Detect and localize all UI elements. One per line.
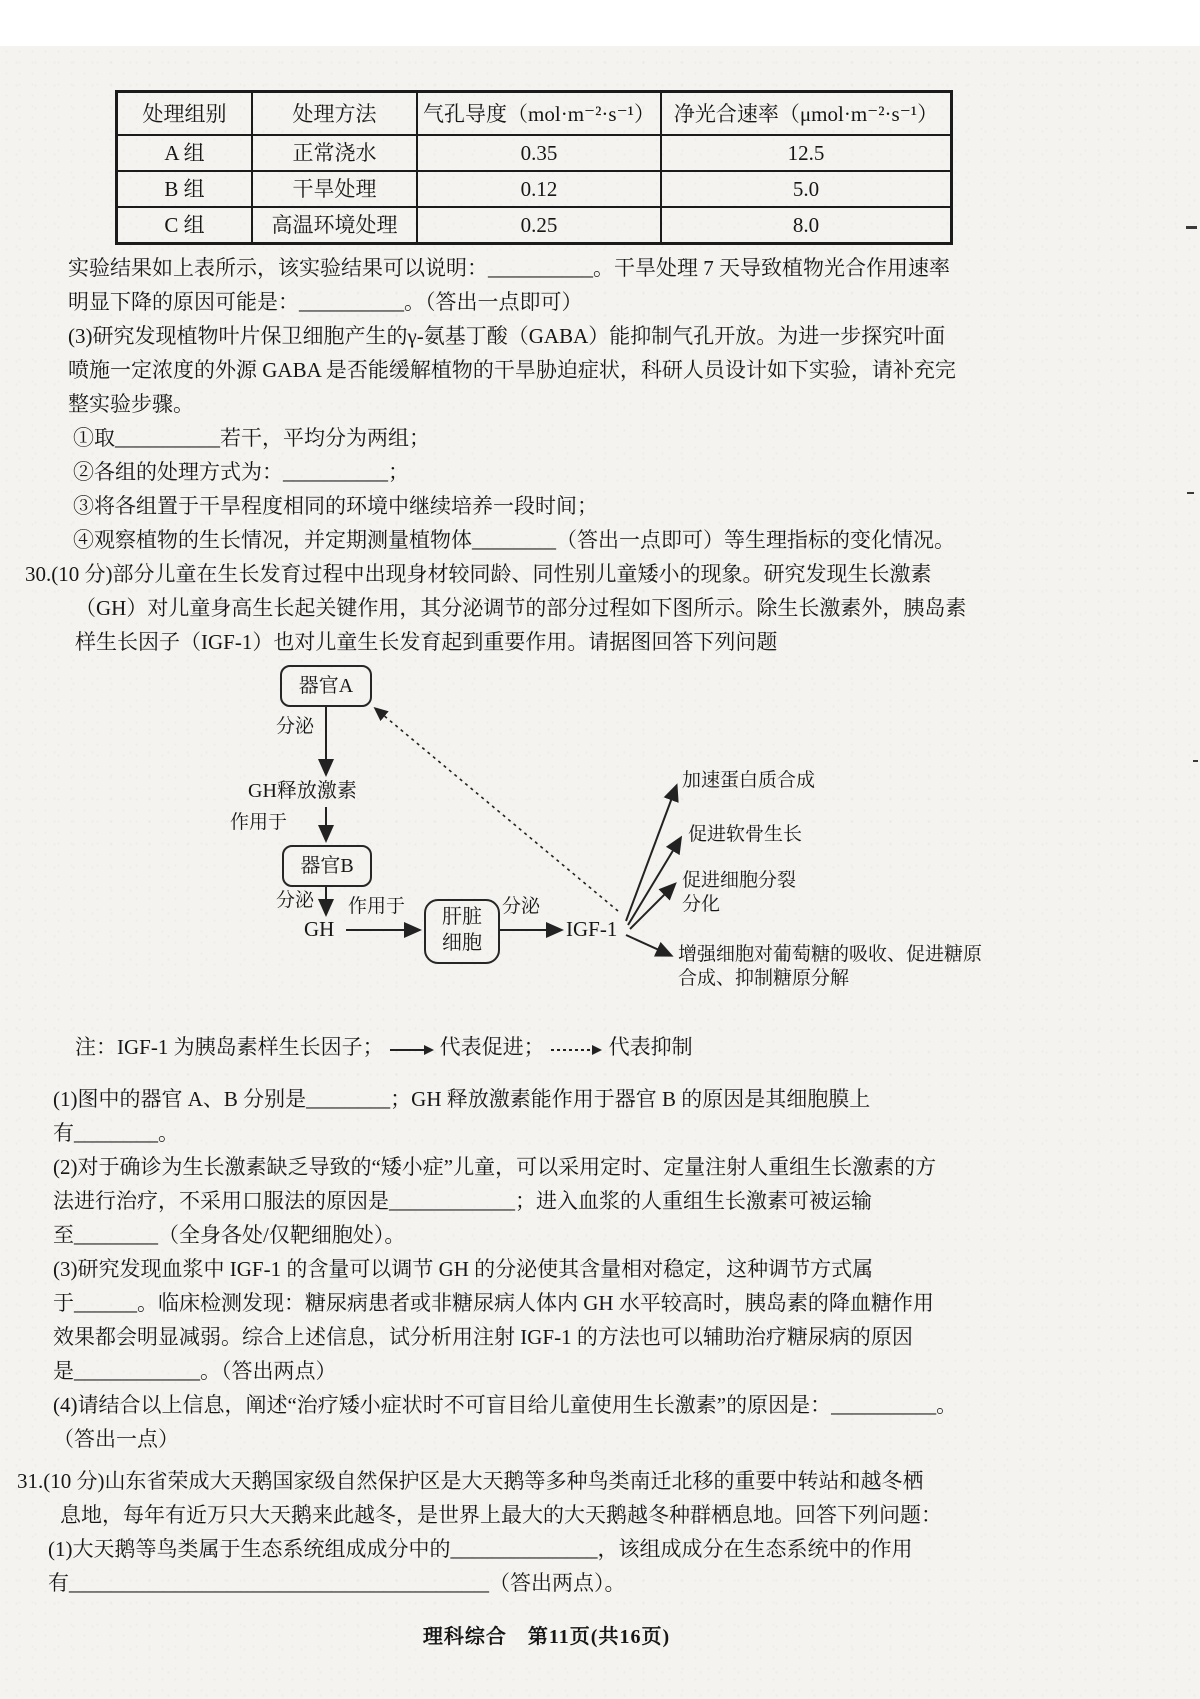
effect-cartilage-growth: 促进软骨生长 xyxy=(688,824,803,845)
question-text-line: 明显下降的原因可能是：__________。（答出一点即可） xyxy=(68,290,583,314)
question-text-line: 实验结果如上表所示，该实验结果可以说明：__________。干旱处理 7 天导致植物光合作用速率 xyxy=(68,256,950,280)
table-header-group: 处理组别 xyxy=(117,92,253,136)
question-text-line: 样生长因子（IGF-1）也对儿童生长发育起到重要作用。请据图回答下列问题 xyxy=(75,630,778,654)
table-cell: C 组 xyxy=(117,207,253,244)
question-text-line: (1)大天鹅等鸟类属于生态系统组成成分中的______________，该组成成分在生态系统中的作用 xyxy=(48,1537,913,1562)
table-cell: 5.0 xyxy=(661,171,952,207)
question-text-line: 至________（全身各处/仅靶细胞处）。 xyxy=(53,1223,406,1248)
secrete-label: 分泌 xyxy=(502,896,541,917)
table-header-row xyxy=(117,92,952,136)
question-30-block xyxy=(25,557,1144,659)
effect-protein-synthesis: 加速蛋白质合成 xyxy=(682,770,816,791)
liver-cell-box xyxy=(424,899,500,964)
effect-line: 增强细胞对葡萄糖的吸收、促进糖原 xyxy=(678,944,983,965)
effect-line: 促进细胞分裂 xyxy=(682,870,797,891)
question-text-line: (3)研究发现植物叶片保卫细胞产生的γ-氨基丁酸（GABA）能抑制气孔开放。为进一步探究叶面 xyxy=(68,324,946,348)
table-cell: 0.35 xyxy=(417,135,661,171)
experiment-step-line: ②各组的处理方式为：__________； xyxy=(73,460,409,484)
effect-cell-division xyxy=(682,869,796,917)
table-cell: 8.0 xyxy=(661,207,952,244)
question-number-line: 30.(10 分)部分儿童在生长发育过程中出现身材较同龄、同性别儿童矮小的现象。研究发现生长激素 xyxy=(25,562,932,586)
acts-on-label: 作用于 xyxy=(230,812,288,833)
question-text-line: （答出一点） xyxy=(53,1427,179,1452)
table-cell: 干旱处理 xyxy=(252,171,417,207)
table-header-stomatal-conductance: 气孔导度（mol·m⁻²·s⁻¹） xyxy=(417,92,661,136)
question-text-line: 是____________。（答出两点） xyxy=(53,1359,337,1384)
gh-label: GH xyxy=(304,917,335,941)
promote-arrow-icon xyxy=(390,1032,434,1066)
question-text-line: （GH）对儿童身高生长起关键作用，其分泌调节的部分过程如下图所示。除生长激素外，胰岛素 xyxy=(75,596,967,620)
effect-glucose-uptake xyxy=(678,943,982,991)
table-row xyxy=(117,135,952,171)
question-text-line: 有________________________________________（答出两点）。 xyxy=(48,1571,626,1596)
note-promote: 代表促进； xyxy=(439,1035,545,1059)
secrete-label: 分泌 xyxy=(276,890,315,911)
liver-cell-line: 细胞 xyxy=(442,932,482,954)
liver-cell-line: 肝脏 xyxy=(442,906,482,928)
question-text-line: (2)对于确诊为生长激素缺乏导致的“矮小症”儿童，可以采用定时、定量注射人重组生长激素的方 xyxy=(53,1155,937,1180)
question-29-block xyxy=(25,251,1144,557)
question-text-line: (1)图中的器官 A、B 分别是________；GH 释放激素能作用于器官 B 的原因是其细胞膜上 xyxy=(53,1087,871,1112)
question-text-line: 效果都会明显减弱。综合上述信息，试分析用注射 IGF-1 的方法也可以辅助治疗糖尿病的原因 xyxy=(53,1325,913,1350)
secrete-label: 分泌 xyxy=(276,716,315,737)
experiment-step-line: ④观察植物的生长情况，并定期测量植物体________（答出一点即可）等生理指标的变化情况。 xyxy=(73,528,955,552)
note-prefix: 注：IGF-1 为胰岛素样生长因子； xyxy=(75,1035,384,1059)
experiment-step-line: ③将各组置于干旱程度相同的环境中继续培养一段时间； xyxy=(73,494,598,518)
note-inhibit: 代表抑制 xyxy=(608,1035,693,1059)
effect-line: 分化 xyxy=(682,894,721,915)
table-header-net-photosynthesis: 净光合速率（μmol·m⁻²·s⁻¹） xyxy=(661,92,952,136)
question-31-block xyxy=(17,1464,1144,1600)
table-cell: 0.25 xyxy=(417,207,661,244)
acts-on-label: 作用于 xyxy=(348,896,406,917)
table-cell: 0.12 xyxy=(417,171,661,207)
question-text-line: 法进行治疗，不采用口服法的原因是____________；进入血浆的人重组生长激素可被运输 xyxy=(53,1189,872,1214)
question-text-line: 息地，每年有近万只大天鹅来此越冬，是世界上最大的大天鹅越冬种群栖息地。回答下列问题： xyxy=(60,1503,942,1528)
inhibit-arrow-icon xyxy=(551,1032,603,1066)
question-text-line: 整实验步骤。 xyxy=(68,392,194,416)
table-cell: 高温环境处理 xyxy=(252,207,417,244)
effect-line: 合成、抑制糖原分解 xyxy=(678,968,850,989)
question-30-subquestions xyxy=(25,1082,1144,1456)
table-row xyxy=(117,171,952,207)
organ-b-box: 器官B xyxy=(282,845,372,887)
question-text-line: (3)研究发现血浆中 IGF-1 的含量可以调节 GH 的分泌使其含量相对稳定，这种调节方式属 xyxy=(53,1257,874,1282)
page-footer: 理科综合 第11页(共16页) xyxy=(422,1626,671,1649)
igf1-label: IGF-1 xyxy=(566,917,618,941)
experiment-step-line: ①取__________若干，平均分为两组； xyxy=(73,426,430,450)
gh-regulation-diagram xyxy=(230,659,1144,1004)
table-cell: 12.5 xyxy=(661,135,952,171)
table-cell: B 组 xyxy=(117,171,253,207)
question-text-line: 喷施一定浓度的外源 GABA 是否能缓解植物的干旱胁迫症状，科研人员设计如下实验，请补充完 xyxy=(68,358,956,382)
question-text-line: 有________。 xyxy=(53,1121,179,1146)
table-header-method: 处理方法 xyxy=(252,92,417,136)
gh-releasing-hormone-label: GH释放激素 xyxy=(248,780,357,802)
experiment-results-table xyxy=(115,90,953,245)
question-text-line: (4)请结合以上信息，阐述“治疗矮小症状时不可盲目给儿童使用生长激素”的原因是：__________。 xyxy=(53,1393,958,1418)
question-text-line: 于______。临床检测发现：糖尿病患者或非糖尿病人体内 GH 水平较高时，胰岛素的降血糖作用 xyxy=(53,1291,934,1316)
table-cell: 正常浇水 xyxy=(252,135,417,171)
organ-a-box: 器官A xyxy=(280,665,372,707)
table-row xyxy=(117,207,952,244)
question-number-line: 31.(10 分)山东省荣成大天鹅国家级自然保护区是大天鹅等多种鸟类南迁北移的重要中转站和越冬栖 xyxy=(17,1469,924,1494)
table-cell: A 组 xyxy=(117,135,253,171)
diagram-legend-note xyxy=(75,1030,1144,1066)
